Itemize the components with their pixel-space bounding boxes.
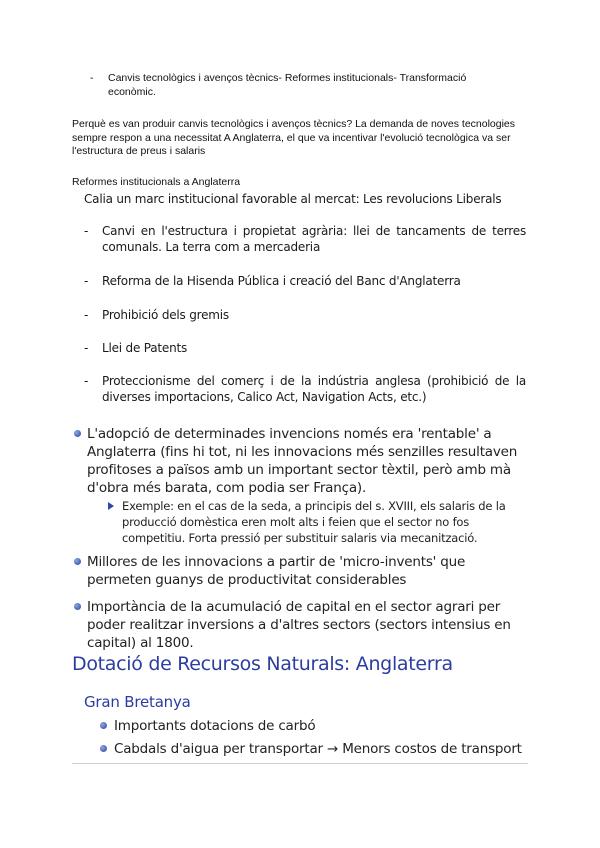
resources-title: Dotació de Recursos Naturals: Anglaterra [72,653,453,675]
bullet-dash: - [90,72,94,84]
resource-item-text: Importants dotacions de carbó [114,718,316,734]
bullet-dash: - [84,274,89,288]
section-heading: Reformes institucionals a Anglaterra [72,176,241,188]
bullet-dash: - [84,374,89,388]
bullet-ball-icon [74,558,81,565]
slide-divider [72,763,528,764]
beamer-subpoint-text: Exemple: en el cas de la seda, a principis del s. XVIII, els salaris de la producció domèstica eren molt alts i feien que el sector no fos competitiu. Forta pressió per substituir salaris via mecanització. [122,499,506,545]
reform-item-text: Prohibició dels gremis [102,308,229,322]
resource-item-text: Cabdals d'aigua per transportar → Menors costos de transport [114,741,522,757]
intro-paragraph: Perquè es van produir canvis tecnològics i avenços tècnics? La demanda de noves tecnologies sempre respon a una necessitat A Anglaterra, el que va incentivar l'evolució tecnològica va ser l'estructura de preus i salaris [72,118,516,157]
reform-item-text: Proteccionisme del comerç i de la indústria anglesa (prohibició de la diverses importacions, Calico Act, Navigation Acts, etc.) [102,374,526,404]
beamer-point-text: Millores de les innovacions a partir de 'micro-invents' que permeten guanys de productivitat considerables [87,554,466,588]
bullet-dash: - [84,308,89,322]
bullet-ball-icon [74,430,81,437]
resources-subtitle: Gran Bretanya [84,693,191,711]
intro-bullet-text: Canvis tecnològics i avenços tècnics- Reformes institucionals- Transformació econòmic. [108,72,467,98]
reforms-intro: Calia un marc institucional favorable al mercat: Les revolucions Liberals [84,192,502,206]
bullet-ball-icon [100,722,107,729]
bullet-dash: - [84,341,89,355]
bullet-ball-icon [100,745,107,752]
reform-item-text: Llei de Patents [102,341,188,355]
beamer-point-text: L'adopció de determinades invencions només era 'rentable' a Anglaterra (fins hi tot, ni les innovacions més senzilles resultaven profitoses a països amb un important sector tèxtil, però amb mà d'obra més barata, com podia ser França). [87,426,518,496]
bullet-dash: - [84,224,89,238]
beamer-point-text: Importància de la acumulació de capital en el sector agrari per poder realitzar inversions a d'altres sectors (sectors intensius en capital) al 1800. [87,599,511,651]
reform-item-text: Reforma de la Hisenda Pública i creació del Banc d'Anglaterra [102,274,461,288]
bullet-ball-icon [74,603,81,610]
reform-item-text: Canvi en l'estructura i propietat agrària: llei de tancaments de terres comunals. La terra com a mercaderia [102,224,526,254]
triangle-bullet-icon [108,502,114,510]
